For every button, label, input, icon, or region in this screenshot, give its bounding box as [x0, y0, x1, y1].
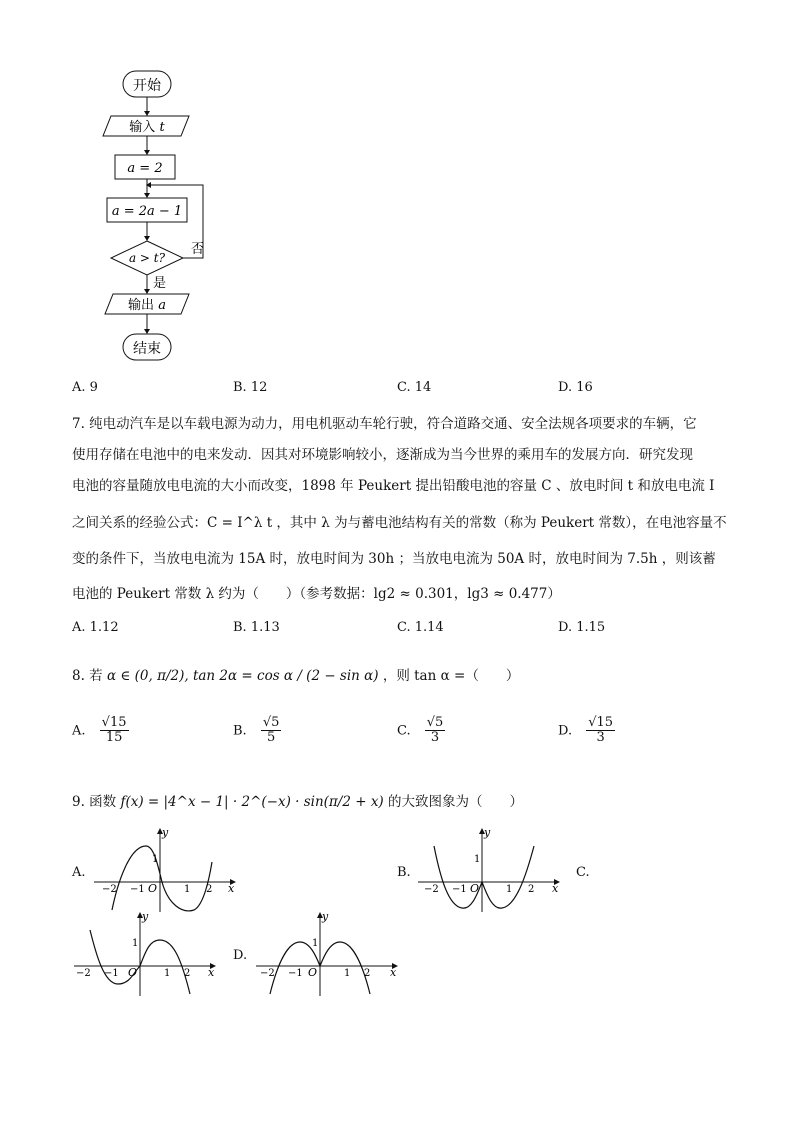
svg-text:−1: −1 [452, 884, 467, 895]
svg-text:−2: −2 [102, 884, 117, 895]
svg-text:−2: −2 [260, 968, 275, 979]
svg-text:−1: −1 [130, 884, 145, 895]
q9-graph-b [414, 826, 564, 914]
q8-suffix: ，则 tan α =（ ） [382, 668, 520, 684]
svg-text:1: 1 [184, 884, 191, 895]
flowchart-no-label: 否 [191, 242, 205, 257]
q9-graph-c [70, 910, 220, 998]
flowchart-input-text: 输入 t [129, 120, 165, 135]
flowchart-start-text: 开始 [133, 78, 161, 94]
q7-line-4: 之间关系的经验公式：C = I^λ t ，其中 λ 为与蓄电池结构有关的常数（称为 Peukert 常数），在电池容量不 [72, 515, 727, 531]
svg-text:1: 1 [344, 968, 351, 979]
flowchart [95, 65, 225, 370]
q8-option-c: C. $\frac{√5}{3}$ [397, 715, 444, 746]
svg-text:O: O [470, 882, 480, 895]
q7-line-2: 使用存储在电池中的电来发动．因其对环境影响较小，逐渐成为当今世界的乘用车的发展方向．研究发现 [72, 447, 693, 463]
svg-text:1: 1 [164, 968, 171, 979]
svg-text:2: 2 [364, 968, 371, 979]
q7-line-6: 电池的 Peukert 常数 λ 约为（ ）（参考数据：lg2 ≈ 0.301，lg3 ≈ 0.477） [72, 586, 561, 602]
q8-prefix: 8. 若 [72, 668, 103, 684]
svg-text:y: y [322, 910, 329, 923]
svg-text:y: y [484, 826, 491, 839]
q6-option-d: D. 16 [558, 380, 593, 395]
q6-option-b: B. 12 [233, 380, 268, 395]
q7-option-d: D. 1.15 [558, 620, 606, 635]
flowchart-output-text: 输出 a [128, 298, 166, 313]
q8-condition: α ∈ (0, π/2), tan 2α = cos α / (2 − sin α) [106, 668, 379, 684]
q9-graph-label-d: D. [233, 948, 248, 963]
svg-text:1: 1 [474, 854, 481, 865]
svg-text:O: O [308, 966, 318, 979]
q9-graph-d [252, 910, 402, 998]
svg-text:−1: −1 [104, 968, 119, 979]
q9-suffix: 的大致图象为（ ） [388, 794, 523, 810]
flowchart-end-text: 结束 [133, 341, 161, 357]
svg-text:1: 1 [312, 938, 319, 949]
svg-text:1: 1 [132, 938, 139, 949]
q7-option-c: C. 1.14 [397, 620, 444, 635]
svg-text:2: 2 [184, 968, 191, 979]
q8-option-a: A. $\frac{√15}{15}$ [72, 715, 127, 746]
flowchart-update-text: a = 2a − 1 [111, 204, 183, 219]
svg-text:1: 1 [506, 884, 513, 895]
q6-option-c: C. 14 [397, 380, 432, 395]
svg-text:y: y [162, 826, 169, 839]
q8-option-b: B. $\frac{√5}{5}$ [233, 715, 280, 746]
q9-graph-a [90, 826, 240, 914]
q9-graph-label-c: C. [576, 865, 590, 880]
svg-text:−2: −2 [424, 884, 439, 895]
svg-text:−1: −1 [288, 968, 303, 979]
svg-text:x: x [552, 882, 559, 895]
svg-text:−2: −2 [76, 968, 91, 979]
svg-text:x: x [208, 966, 215, 979]
q7-line-3: 电池的容量随放电电流的大小而改变，1898 年 Peukert 提出铅酸电池的容量 C 、放电时间 t 和放电电流 I [72, 478, 715, 494]
q7-option-b: B. 1.13 [233, 620, 280, 635]
svg-text:x: x [228, 882, 235, 895]
svg-text:x: x [390, 966, 397, 979]
svg-text:O: O [148, 882, 158, 895]
q8-stem [72, 664, 519, 684]
svg-text:2: 2 [206, 884, 213, 895]
flowchart-condition-text: a > t? [128, 251, 166, 265]
q8-option-d: D. $\frac{√15}{3}$ [558, 715, 614, 746]
q9-graph-label-a: A. [72, 865, 86, 880]
q6-option-a: A. 9 [72, 380, 98, 395]
flowchart-init-text: a = 2 [127, 161, 163, 176]
q9-stem [72, 790, 523, 810]
q9-prefix: 9. 函数 [72, 794, 117, 810]
q7-option-a: A. 1.12 [72, 620, 119, 635]
svg-text:1: 1 [152, 854, 159, 865]
svg-text:O: O [128, 966, 138, 979]
svg-text:2: 2 [528, 884, 535, 895]
svg-text:y: y [142, 910, 149, 923]
q7-line-1: 7. 纯电动汽车是以车载电源为动力，用电机驱动车轮行驶，符合道路交通、安全法规各项要求的车辆，它 [72, 416, 697, 432]
q9-graph-label-b: B. [397, 865, 411, 880]
q7-line-5: 变的条件下，当放电电流为 15A 时，放电时间为 30h ；当放电电流为 50A 时，放电时间为 7.5h ，则该蓄 [72, 551, 716, 567]
flowchart-yes-label: 是 [153, 276, 167, 291]
q9-formula: f(x) = |4^x − 1| · 2^(−x) · sin(π/2 + x) [120, 794, 384, 810]
